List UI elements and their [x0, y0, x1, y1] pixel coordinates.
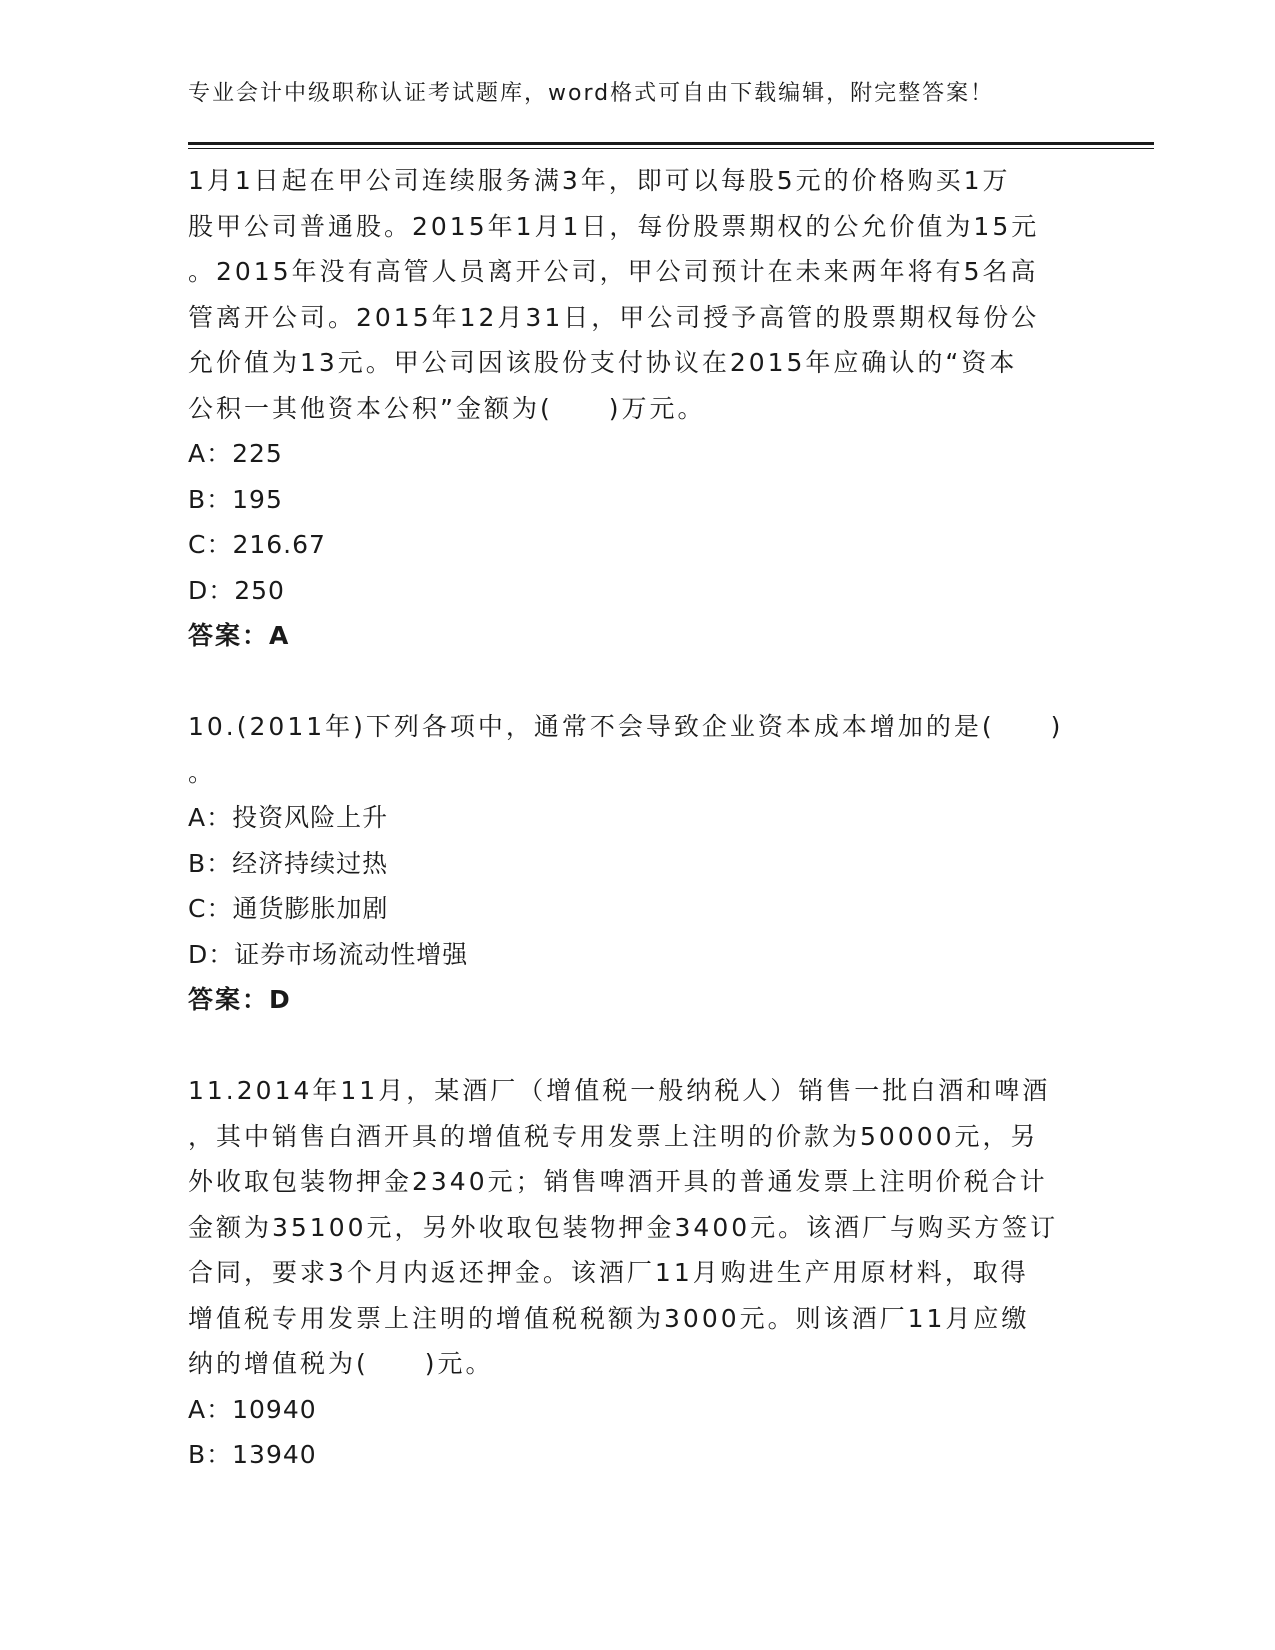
option-d: D：证券市场流动性增强: [188, 939, 469, 969]
question-text-line: 11.2014年11月，某酒厂（增值税一般纳税人）销售一批白酒和啤酒: [188, 1076, 1051, 1105]
question-text-line: 股甲公司普通股。2015年1月1日，每份股票期权的公允价值为15元: [188, 211, 1040, 241]
option-a: A：投资风险上升: [188, 803, 389, 832]
question-text-line: 1月1日起在甲公司连续服务满3年，即可以每股5元的价格购买1万: [188, 166, 1011, 195]
question-11: [188, 1068, 1088, 1478]
answer: 答案：A: [188, 621, 291, 650]
option-a: A：10940: [188, 1394, 317, 1424]
question-10: [188, 704, 1088, 1023]
question-text-line: 公积一其他资本公积”金额为( )万元。: [188, 393, 706, 423]
answer: 答案：D: [188, 985, 292, 1014]
header-rule-thin: [188, 148, 1154, 149]
question-text-line: 10.(2011年)下列各项中，通常不会导致企业资本成本增加的是( ): [188, 712, 1064, 741]
option-c: C：通货膨胀加剧: [188, 894, 389, 923]
spacer: [188, 1023, 1088, 1069]
option-c: C：216.67: [188, 530, 326, 559]
question-text-line: 。: [188, 757, 217, 787]
header-rule-thick: [188, 142, 1154, 145]
document-body: [188, 158, 1088, 1478]
question-text-line: 允价值为13元。甲公司因该股份支付协议在2015年应确认的“资本: [188, 348, 1018, 377]
question-text-line: 。2015年没有高管人员离开公司，甲公司预计在未来两年将有5名高: [188, 257, 1039, 286]
question-text-line: 管离开公司。2015年12月31日，甲公司授予高管的股票期权每份公: [188, 302, 1040, 332]
question-text-line: 增值税专用发票上注明的增值税税额为3000元。则该酒厂11月应缴: [188, 1303, 1030, 1333]
spacer: [188, 659, 1088, 705]
document-header: 专业会计中级职称认证考试题库，word格式可自由下载编辑，附完整答案！: [188, 81, 995, 106]
question-text-line: 外收取包装物押金2340元；销售啤酒开具的普通发票上注明价税合计: [188, 1167, 1048, 1196]
question-text-line: 金额为35100元，另外收取包装物押金3400元。该酒厂与购买方签订: [188, 1212, 1059, 1242]
option-a: A：225: [188, 439, 283, 468]
question-9: [188, 158, 1088, 659]
option-b: B：195: [188, 484, 283, 514]
option-d: D：250: [188, 575, 285, 605]
question-text-line: ，其中销售白酒开具的增值税专用发票上注明的价款为50000元，另: [188, 1121, 1039, 1151]
question-text-line: 合同，要求3个月内返还押金。该酒厂11月购进生产用原材料，取得: [188, 1258, 1029, 1287]
question-text-line: 纳的增值税为( )元。: [188, 1349, 494, 1378]
option-b: B：经济持续过热: [188, 848, 389, 878]
option-b: B：13940: [188, 1440, 317, 1469]
